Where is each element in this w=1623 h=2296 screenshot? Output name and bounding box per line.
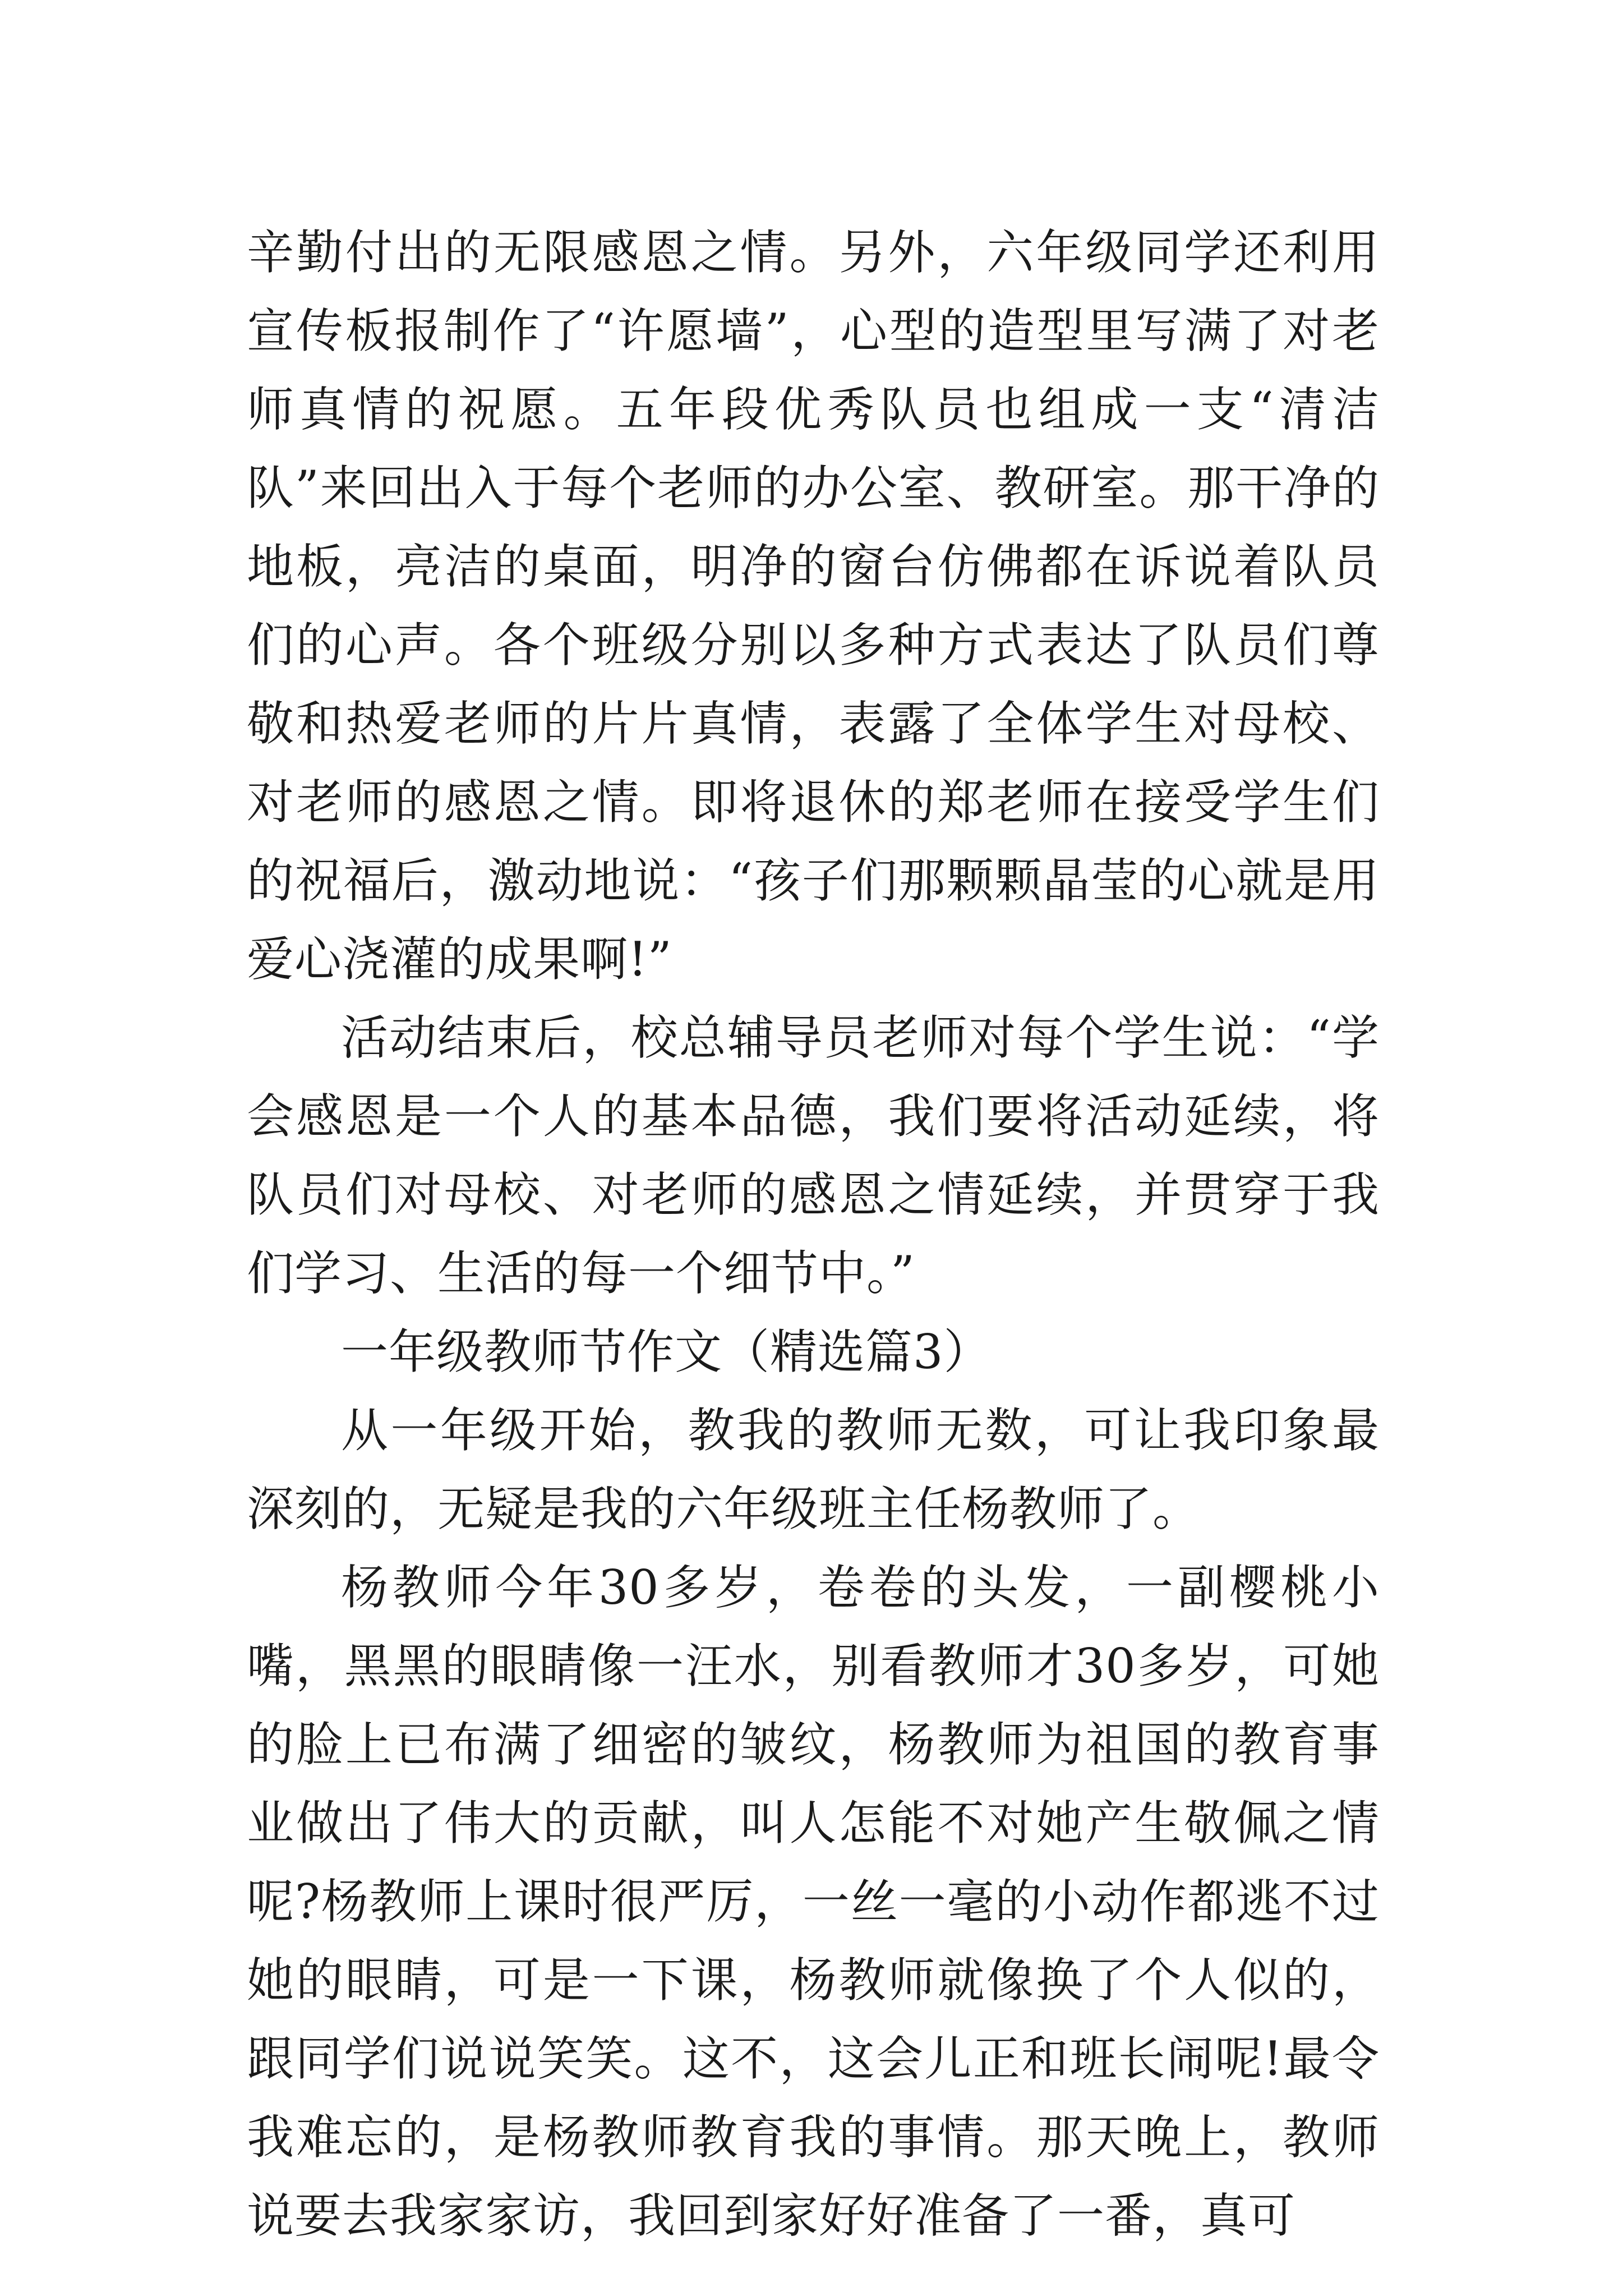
document-body <box>247 213 1380 2255</box>
paragraph-activity-end: 活动结束后，校总辅导员老师对每个学生说：“学会感恩是一个人的基本品德，我们要将活动延续，将队员们对母校、对老师的感恩之情延续，并贯穿于我们学习、生活的每一个细节中。” <box>247 1010 1380 1301</box>
paragraph-teacher-yang: 杨教师今年30多岁，卷卷的头发，一副樱桃小嘴，黑黑的眼睛像一汪水，别看教师才30多岁，可她的脸上已布满了细密的皱纹，杨教师为祖国的教育事业做出了伟大的贡献，叫人怎能不对她产生敬佩之情呢?杨教师上课时很严厉，一丝一毫的小动作都逃不过她的眼睛，可是一下课，杨教师就像换了个人似的，跟同学们说说笑笑。这不，这会儿正和班长闹呢!最令我难忘的，是杨教师教育我的事情。那天晚上，教师说要去我家家访，我回到家好好准备了一番，真可 <box>247 1560 1380 2243</box>
paragraph-continued: 辛勤付出的无限感恩之情。另外，六年级同学还利用宣传板报制作了“许愿墙”，心型的造型里写满了对老师真情的祝愿。五年段优秀队员也组成一支“清洁队”来回出入于每个老师的办公室、教研室。那干净的地板，亮洁的桌面，明净的窗台仿佛都在诉说着队员们的心声。各个班级分别以多种方式表达了队员们尊敬和热爱老师的片片真情，表露了全体学生对母校、对老师的感恩之情。即将退休的郑老师在接受学生们的祝福后，激动地说：“孩子们那颗颗晶莹的心就是用爱心浇灌的成果啊!” <box>247 225 1380 987</box>
section-heading: 一年级教师节作文（精选篇3） <box>341 1324 992 1379</box>
paragraph-intro: 从一年级开始，教我的教师无数，可让我印象最深刻的，无疑是我的六年级班主任杨教师了。 <box>247 1403 1380 1536</box>
